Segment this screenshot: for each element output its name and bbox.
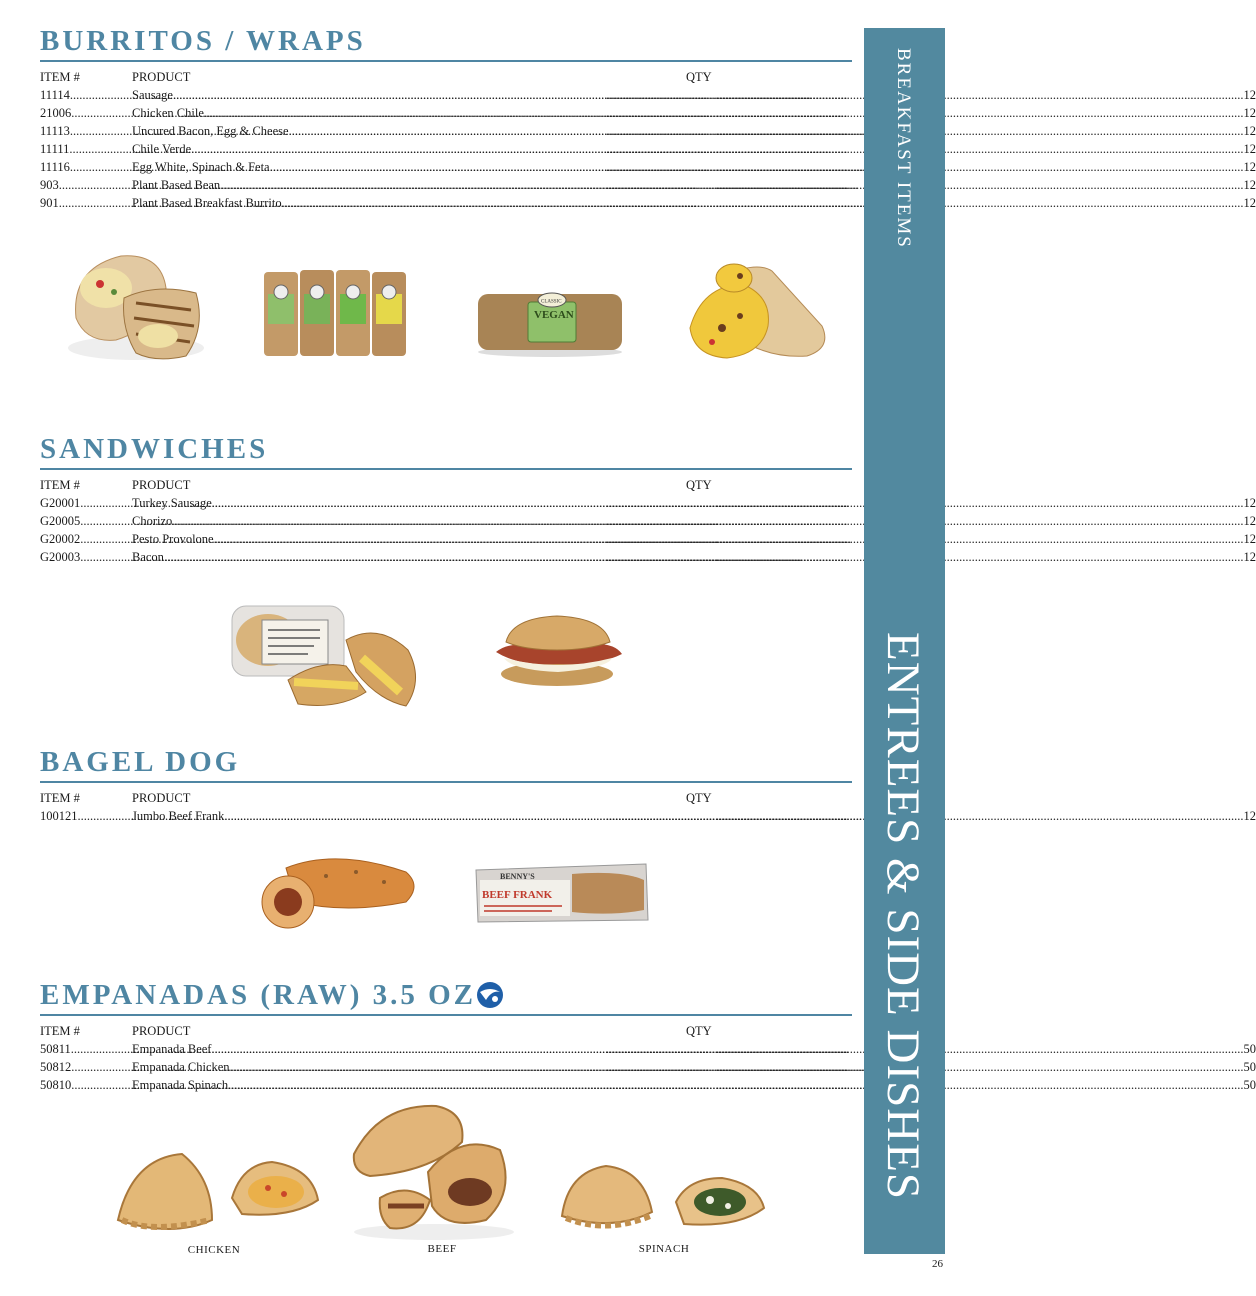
section-bagel-dog <box>40 745 1256 825</box>
section-rule <box>40 781 852 783</box>
item-number: 11114 ..... <box>40 86 132 104</box>
section-empanadas <box>40 978 1256 1094</box>
caption-beef: BEEF <box>427 1243 457 1255</box>
order-entry-line <box>716 158 766 176</box>
order-entry-line <box>716 176 766 194</box>
table-row <box>40 140 1256 158</box>
product-name: Turkey Sausage ..... <box>132 494 548 512</box>
sidebar-subcategory: BREAKFAST ITEMS <box>893 48 914 249</box>
item-number: 11113 ..... <box>40 122 132 140</box>
item-number: 100121 ..... <box>40 807 132 825</box>
order-entry-line <box>716 512 766 530</box>
item-number: 50810 ..... <box>40 1076 132 1094</box>
order-entry-line <box>716 86 766 104</box>
package-label: BEEF FRANK <box>482 889 553 901</box>
order-entry-line <box>716 494 766 512</box>
table-row <box>40 158 1256 176</box>
product-name: Bacon ..... <box>132 548 548 566</box>
table-row <box>40 194 1256 212</box>
qty-value: ..... 12 <box>606 512 702 530</box>
header-item: ITEM # <box>40 1024 80 1038</box>
qty-value: ..... 50 <box>606 1040 702 1058</box>
header-product: PRODUCT <box>132 791 191 805</box>
qty-value: ..... 12 <box>606 86 702 104</box>
table-row <box>40 548 1256 566</box>
header-item: ITEM # <box>40 478 80 492</box>
item-number: G20002 ..... <box>40 530 132 548</box>
product-name: Chorizo ..... <box>132 512 548 530</box>
order-entry-line <box>716 194 766 212</box>
order-entry-line <box>716 140 766 158</box>
section-title-empanadas: EMPANADAS (RAW) 3.5 OZ <box>40 979 477 1011</box>
table-row <box>40 530 1256 548</box>
header-qty: QTY <box>686 791 712 805</box>
product-name: Plant Based Breakfast Burrito ..... <box>132 194 548 212</box>
vegan-label: VEGAN <box>534 309 574 321</box>
section-rule <box>40 60 852 62</box>
header-product: PRODUCT <box>132 478 191 492</box>
header-qty: QTY <box>686 478 712 492</box>
section-rule <box>40 1014 852 1016</box>
package-brand: BENNY'S <box>500 872 535 881</box>
section-title-sandwiches: SANDWICHES <box>40 433 269 465</box>
header-product: PRODUCT <box>132 1024 191 1038</box>
product-name: Plant Based Bean ..... <box>132 176 548 194</box>
order-entry-line <box>716 1076 766 1094</box>
qty-value: ..... 12 <box>606 140 702 158</box>
qty-value: ..... 12 <box>606 494 702 512</box>
section-title-burritos: BURRITOS / WRAPS <box>40 25 366 57</box>
qty-value: ..... 12 <box>606 548 702 566</box>
table-row <box>40 1040 1256 1058</box>
item-number: 50812 ..... <box>40 1058 132 1076</box>
bacon-sandwich-photo <box>488 612 626 688</box>
table-header-row <box>40 1022 852 1040</box>
order-entry-line <box>716 530 766 548</box>
qty-value: ..... 50 <box>606 1058 702 1076</box>
qty-value: ..... 12 <box>606 807 702 825</box>
header-item: ITEM # <box>40 791 80 805</box>
product-name: Pesto Provolone ..... <box>132 530 548 548</box>
table-row <box>40 494 1256 512</box>
sidebar-category: ENTREES & SIDE DISHES <box>877 632 929 1201</box>
product-name: Empanada Chicken ..... <box>132 1058 548 1076</box>
product-name: Chicken Chile ..... <box>132 104 548 122</box>
burrito-halves-photo <box>66 248 208 366</box>
item-number: G20001 ..... <box>40 494 132 512</box>
product-table-bagel-dog <box>40 789 1256 825</box>
qty-value: ..... 12 <box>606 530 702 548</box>
product-name: Empanada Beef ..... <box>132 1040 548 1058</box>
category-sidebar <box>864 28 945 1254</box>
qty-value: ..... 12 <box>606 194 702 212</box>
table-row <box>40 104 1256 122</box>
product-name: Sausage ..... <box>132 86 548 104</box>
section-title-bagel-dog: BAGEL DOG <box>40 746 241 778</box>
table-row <box>40 512 1256 530</box>
item-number: 21006 ..... <box>40 104 132 122</box>
order-entry-line <box>716 122 766 140</box>
product-name: Jumbo Beef Frank ..... <box>132 807 548 825</box>
spinach-empanada-photo <box>558 1158 768 1238</box>
vegan-burrito-photo <box>476 288 624 358</box>
order-entry-line <box>716 1040 766 1058</box>
table-row <box>40 1076 1256 1094</box>
qty-value: ..... 12 <box>606 176 702 194</box>
order-entry-line <box>716 1058 766 1076</box>
qty-value: ..... 12 <box>606 104 702 122</box>
table-header-row <box>40 68 852 86</box>
product-name: Egg White, Spinach & Feta ..... <box>132 158 548 176</box>
header-qty: QTY <box>686 70 712 84</box>
wrapped-burritos-photo <box>262 266 408 358</box>
bagel-dog-photo <box>256 850 420 930</box>
qty-value: ..... 12 <box>606 158 702 176</box>
section-rule <box>40 468 852 470</box>
item-number: 11116 ..... <box>40 158 132 176</box>
qty-value: ..... 12 <box>606 122 702 140</box>
bagel-dog-package-photo <box>472 860 650 926</box>
product-table-empanadas <box>40 1022 1256 1094</box>
table-row <box>40 807 1256 825</box>
item-number: 903 ..... <box>40 176 132 194</box>
caption-spinach: SPINACH <box>638 1243 690 1255</box>
item-number: 11111 ..... <box>40 140 132 158</box>
order-entry-line <box>716 807 766 825</box>
packaged-sandwich-photo <box>228 600 426 714</box>
header-product: PRODUCT <box>132 70 191 84</box>
product-table-sandwiches <box>40 476 1256 566</box>
order-entry-line <box>716 548 766 566</box>
table-header-row <box>40 476 852 494</box>
product-name: Empanada Spinach ..... <box>132 1076 548 1094</box>
item-number: 901 ..... <box>40 194 132 212</box>
header-item: ITEM # <box>40 70 80 84</box>
product-name: Uncured Bacon, Egg & Cheese ..... <box>132 122 548 140</box>
qty-value: ..... 50 <box>606 1076 702 1094</box>
table-row <box>40 122 1256 140</box>
burrito-brand-label: CLASSIC <box>541 299 562 305</box>
table-row <box>40 176 1256 194</box>
beef-empanada-photo <box>350 1102 518 1242</box>
caption-chicken: CHICKEN <box>187 1244 241 1256</box>
item-number: G20005 ..... <box>40 512 132 530</box>
page-number: 26 <box>932 1258 943 1270</box>
burrito-halves-photo-2 <box>682 256 832 362</box>
table-row <box>40 1058 1256 1076</box>
header-qty: QTY <box>686 1024 712 1038</box>
item-number: 50811 ..... <box>40 1040 132 1058</box>
chicken-empanada-photo <box>112 1148 324 1242</box>
item-number: G20003 ..... <box>40 548 132 566</box>
product-name: Chile Verde ..... <box>132 140 548 158</box>
order-entry-line <box>716 104 766 122</box>
table-row <box>40 86 1256 104</box>
brand-badge-icon <box>474 978 506 1010</box>
section-sandwiches <box>40 432 1256 566</box>
table-header-row <box>40 789 852 807</box>
